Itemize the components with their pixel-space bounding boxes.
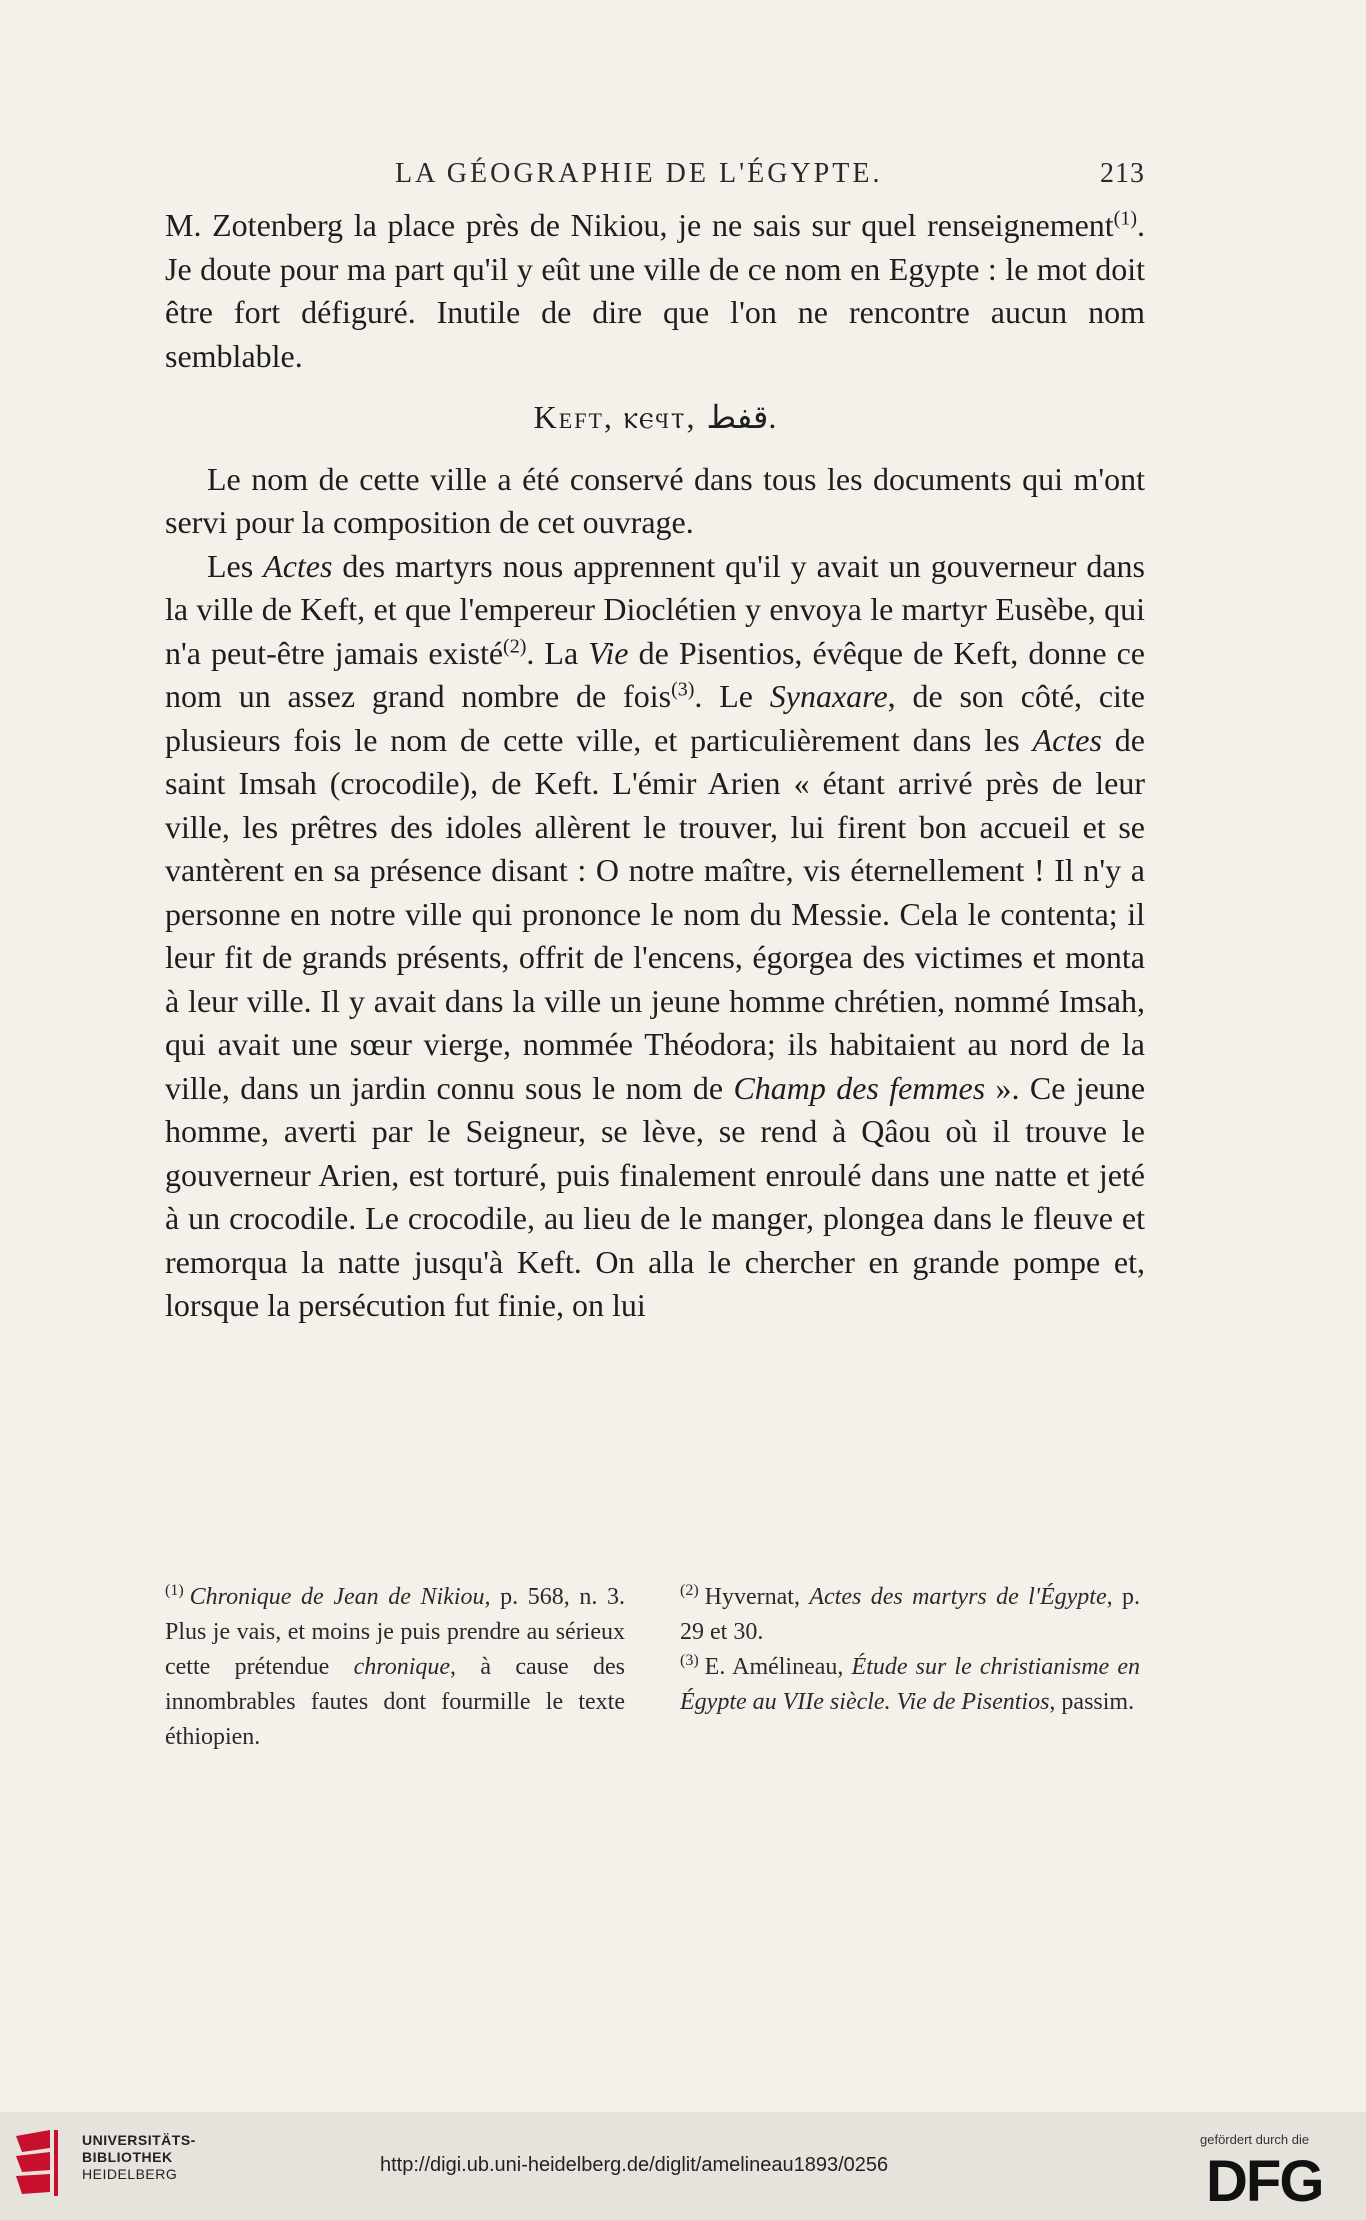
text-run: , passim. xyxy=(1049,1689,1135,1715)
running-title: LA GÉOGRAPHIE DE L'ÉGYPTE. xyxy=(395,158,883,189)
text-run: , p. 29 et 30. xyxy=(680,1584,1140,1645)
text-run: , de son côté, cite plusieurs fois le nom de cette ville, et particulièrement dans les xyxy=(165,678,1146,758)
italic-term: Actes xyxy=(263,547,333,584)
text-run: Hyvernat, xyxy=(704,1584,810,1610)
italic-term: Synaxare xyxy=(769,678,888,714)
section-heading: Keft, ⲕⲉϥⲧ, ﻗﻔﻂ. xyxy=(533,399,777,435)
footnote-3 xyxy=(680,1650,1140,1720)
page-number: 213 xyxy=(1100,158,1145,189)
text-run: des martyrs nous apprennent qu'il y avait un gouverneur dans la ville de Keft, et que l'empereur Dioclétien y envoya le martyr Eusèbe, qui n'a peut-être jamais existé xyxy=(165,547,1146,671)
text-run: . La xyxy=(526,634,589,671)
text-run: . Je doute pour ma part qu'il y eût une ville de ce nom en Egypte : le mot doit être fort défiguré. Inutile de dire que l'on ne rencontre aucun nom semblable. xyxy=(165,207,1145,374)
footnote-ref-3: (3) xyxy=(671,678,695,701)
university-library-logo-icon xyxy=(12,2128,82,2202)
italic-term: Actes xyxy=(1032,721,1102,758)
main-text xyxy=(165,204,1145,1328)
italic-term: chronique xyxy=(353,1654,451,1680)
italic-term: Étude sur le christianisme en Égypte au VIIe siècle. Vie de Pisentios xyxy=(680,1654,1140,1715)
text-run: M. Zotenberg la place près de Nikiou, je ne sais sur quel renseignement xyxy=(165,207,1114,243)
digitization-footer xyxy=(0,2112,1366,2220)
library-line: HEIDELBERG xyxy=(82,2166,178,2182)
footnote-column-left xyxy=(165,1580,625,1755)
permalink-url[interactable]: http://digi.ub.uni-heidelberg.de/diglit/amelineau1893/0256 xyxy=(380,2154,889,2176)
footnote-ref-1: (1) xyxy=(1113,207,1137,230)
text-run: Les xyxy=(207,547,264,584)
italic-term: Champ des femmes xyxy=(733,1069,986,1106)
footnote-column-right xyxy=(680,1580,1140,1720)
footnote-ref-2: (2) xyxy=(503,634,527,657)
library-name xyxy=(82,2132,196,2183)
text-run: E. Amélineau, xyxy=(704,1654,852,1680)
text-run: de Pisentios, évêque de Keft, donne ce nom un assez grand nombre de fois xyxy=(165,634,1145,714)
italic-term: Vie xyxy=(588,634,629,671)
dfg-logo: DFG xyxy=(1206,2149,1323,2214)
footnote-2 xyxy=(680,1580,1140,1650)
text-run: , à cause des innombrables fautes dont fourmille le texte éthiopien. xyxy=(165,1654,625,1750)
running-header xyxy=(165,158,1145,198)
footnote-number: (3) xyxy=(680,1652,699,1669)
funding-caption: gefördert durch die xyxy=(1200,2132,1310,2147)
footnote-1 xyxy=(165,1580,625,1755)
text-run: p. 568, n. 3. Plus je vais, et moins je puis prendre au sérieux cette prétendue xyxy=(165,1584,625,1680)
library-line: UNIVERSITÄTS- xyxy=(82,2132,196,2148)
footnote-number: (2) xyxy=(680,1582,699,1599)
text-run: de saint Imsah (crocodile), de Keft. L'émir Arien « étant arrivé près de leur ville, les prêtres des idoles allèrent le trouver, lui firent bon accueil et se vantèrent en sa présence disant : O notre maître, vis éternellement ! Il n'y a personne en notre ville qui prononce le nom du Messie. Cela le contenta; il leur fit de grands présents, offrit de l'encens, égorgea des victimes et monta à leur ville. Il y avait dans la ville un jeune homme chrétien, nommé Imsah, qui avait une sœur vierge, nommée Théodora; ils habitaient au nord de la ville, dans un jardin connu sous le nom de xyxy=(165,721,1146,1106)
paragraph-2: Le nom de cette ville a été conservé dans tous les documents qui m'ont servi pour la composition de cet ouvrage. xyxy=(165,460,1145,540)
paragraph-1 xyxy=(165,204,1145,378)
italic-term: Actes des martyrs de l'Égypte xyxy=(809,1584,1107,1610)
library-line: BIBLIOTHEK xyxy=(82,2149,173,2165)
text-run: . Le xyxy=(694,678,770,714)
text-run: ». Ce jeune homme, averti par le Seigneur, se lève, se rend à Qâou où il trouve le gouverneur Arien, est torturé, puis finalement enroulé dans une natte et jeté à un crocodile. Le crocodile, au lieu de le manger, plongea dans le fleuve et remorqua la natte jusqu'à Keft. On alla le chercher en grande pompe et, lorsque la persécution fut finie, on lui xyxy=(165,1069,1146,1323)
paragraph-3 xyxy=(165,545,1145,1328)
footnote-number: (1) xyxy=(165,1582,184,1599)
italic-term: Chronique de Jean de Nikiou, xyxy=(189,1584,491,1610)
